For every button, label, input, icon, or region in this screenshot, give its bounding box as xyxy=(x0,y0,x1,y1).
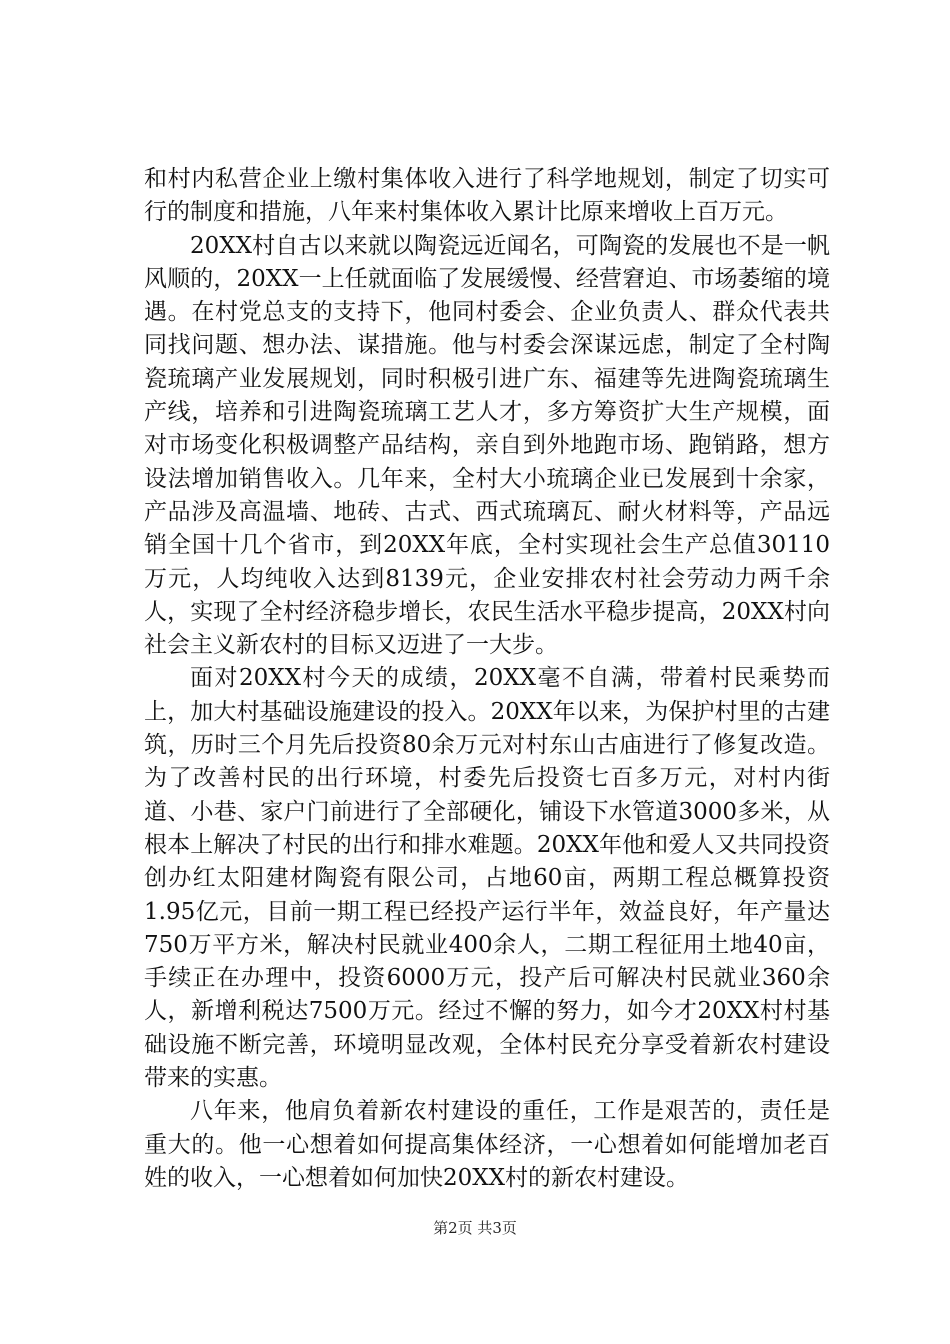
page-number-label: 第2页 共3页 xyxy=(433,1219,517,1237)
paragraph-3: 面对20XX村今天的成绩，20XX毫不自满，带着村民乘势而上，加大村基础设施建设的投入。20XX年以来，为保护村里的古建筑，历时三个月先后投资80余万元对村东山古庙进行了修复改造。为了改善村民的出行环境，村委先后投资七百多万元，对村内街道、小巷、家户门前进行了全部硬化，铺设下水管道3000多米，从根本上解决了村民的出行和排水难题。20XX年他和爱人又共同投资创办红太阳建材陶瓷有限公司，占地60亩，两期工程总概算投资1.95亿元，目前一期工程已经投产运行半年，效益良好，年产量达750万平方米，解决村民就业400余人，二期工程征用土地40亩，手续正在办理中，投资6000万元，投产后可解决村民就业360余人，新增利税达7500万元。经过不懈的努力，如今才20XX村村基础设施不断完善，环境明显改观，全体村民充分享受着新农村建设带来的实惠。 xyxy=(144,665,830,1092)
paragraph-1: 和村内私营企业上缴村集体收入进行了科学地规划，制定了切实可行的制度和措施，八年来村集体收入累计比原来增收上百万元。 xyxy=(144,166,830,226)
paragraph-2: 20XX村自古以来就以陶瓷远近闻名，可陶瓷的发展也不是一帆风顺的，20XX一上任就面临了发展缓慢、经营窘迫、市场萎缩的境遇。在村党总支的支持下，他同村委会、企业负责人、群众代表共同找问题、想办法、谋措施。他与村委会深谋远虑，制定了全村陶瓷琉璃产业发展规划，同时积极引进广东、福建等先进陶瓷琉璃生产线，培养和引进陶瓷琉璃工艺人才，多方筹资扩大生产规模，面对市场变化积极调整产品结构，亲自到外地跑市场、跑销路，想方设法增加销售收入。几年来，全村大小琉璃企业已发展到十余家，产品涉及高温墙、地砖、古式、西式琉璃瓦、耐火材料等，产品远销全国十几个省市，到20XX年底，全村实现社会生产总值30110万元，人均纯收入达到8139元，企业安排农村社会劳动力两千余人，实现了全村经济稳步增长，农民生活水平稳步提高，20XX村向社会主义新农村的目标又迈进了一大步。 xyxy=(144,232,830,659)
page-footer xyxy=(0,1218,950,1238)
paragraph-4: 八年来，他肩负着新农村建设的重任，工作是艰苦的，责任是重大的。他一心想着如何提高集体经济，一心想着如何能增加老百姓的收入，一心想着如何加快20XX村的新农村建设。 xyxy=(144,1098,830,1191)
document-body xyxy=(144,163,830,1195)
